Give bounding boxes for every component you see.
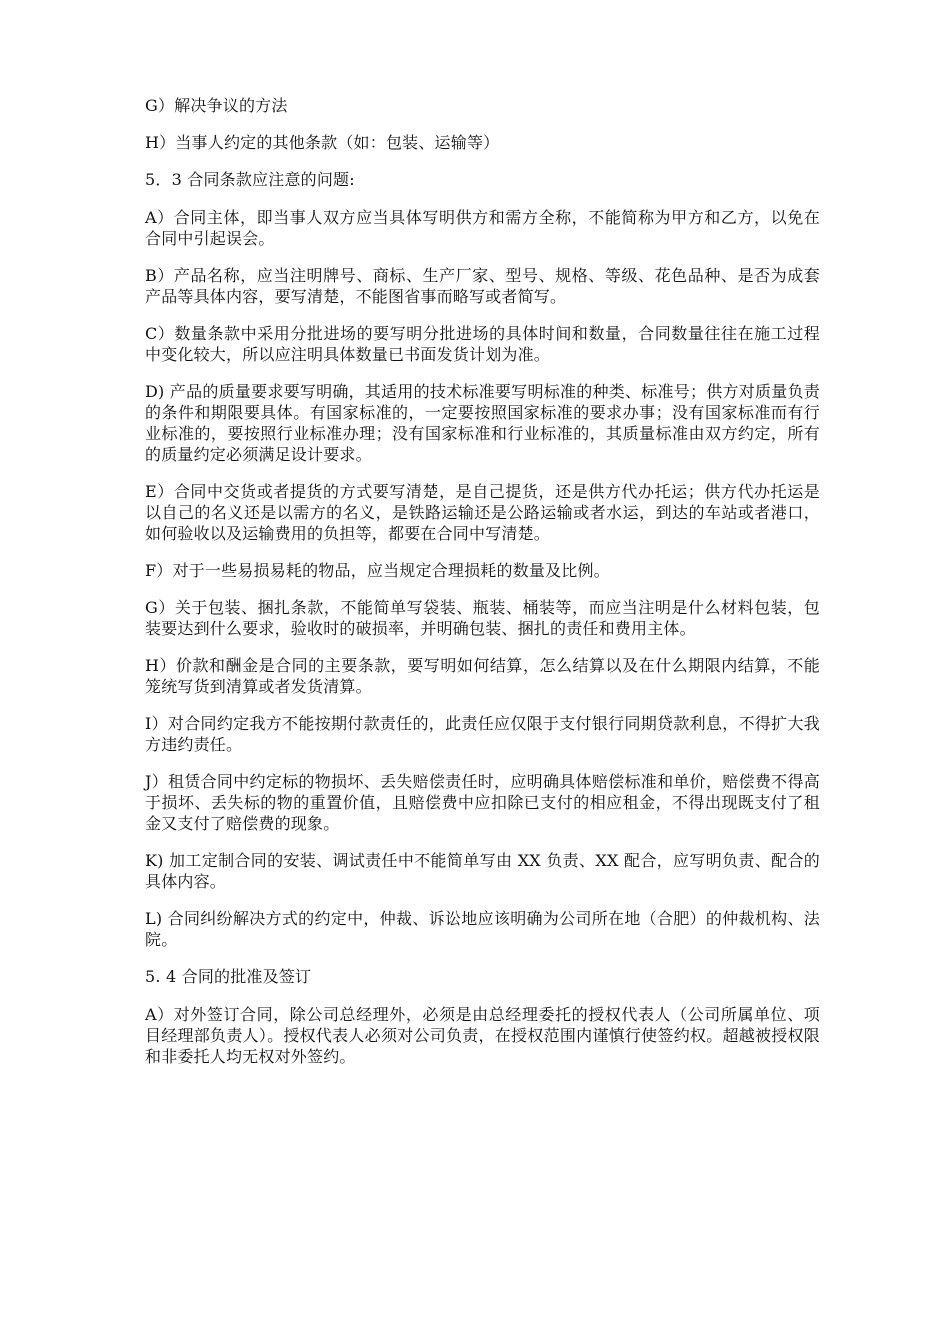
paragraph-price-settlement: H）价款和酬金是合同的主要条款，要写明如何结算，怎么结算以及在什么期限内结算，不能笼统写货到清算或者发货清算。 — [145, 656, 820, 696]
paragraph-contract-subject: A）合同主体，即当事人双方应当具体写明供方和需方全称，不能简称为甲方和乙方，以免在合同中引起误会。 — [145, 208, 820, 248]
paragraph-delivery-method: E）合同中交货或者提货的方式要写清楚，是自己提货，还是供方代办托运；供方代办托运是以自己的名义还是以需方的名义，是铁路运输还是公路运输或者水运，到达的车站或者港口，如何验收以及运输费用的负担等，都要在合同中写清楚。 — [145, 482, 820, 543]
paragraph-signing-authority: A）对外签订合同，除公司总经理外，必须是由总经理委托的授权代表人（公司所属单位、项目经理部负责人）。授权代表人必须对公司负责，在授权范围内谨慎行使签约权。超越被授权限和非委托人均无权对外签约。 — [145, 1005, 820, 1066]
paragraph-loss-items: F）对于一些易损易耗的物品，应当规定合理损耗的数量及比例。 — [145, 561, 610, 580]
section-heading-5-4: 5. 4 合同的批准及签订 — [145, 967, 312, 986]
paragraph-lease-compensation: J）租赁合同中约定标的物损坏、丢失赔偿责任时，应明确具体赔偿标准和单价，赔偿费不得高于损坏、丢失标的物的重置价值，且赔偿费中应扣除已支付的相应租金，不得出现既支付了租金又支付了赔偿费的现象。 — [145, 772, 820, 833]
paragraph-dispute-venue: L) 合同纠纷解决方式的约定中，仲裁、诉讼地应该明确为公司所在地（合肥）的仲裁机构、法院。 — [145, 909, 820, 949]
paragraph-other-terms: H）当事人约定的其他条款（如：包装、运输等） — [145, 133, 500, 152]
section-heading-5-3: 5．3 合同条款应注意的问题: — [145, 170, 355, 189]
paragraph-payment-liability: I）对合同约定我方不能按期付款责任的，此责任应仅限于支付银行同期贷款利息，不得扩大我方违约责任。 — [145, 714, 820, 754]
paragraph-product-name: B）产品名称，应当注明牌号、商标、生产厂家、型号、规格、等级、花色品种、是否为成套产品等具体内容，要写清楚，不能图省事而略写或者简写。 — [145, 266, 820, 306]
paragraph-quantity-terms: C）数量条款中采用分批进场的要写明分批进场的具体时间和数量，合同数量往往在施工过程中变化较大，所以应注明具体数量已书面发货计划为准。 — [145, 324, 820, 364]
paragraph-quality-requirements: D) 产品的质量要求要写明确，其适用的技术标准要写明标准的种类、标准号；供方对质量负责的条件和期限要具体。有国家标准的，一定要按照国家标准的要求办事；没有国家标准而有行业标准的，要按照行业标准办理；没有国家标准和行业标准的，其质量标准由双方约定，所有的质量约定必须满足设计要求。 — [145, 382, 820, 464]
paragraph-packaging-terms: G）关于包装、捆扎条款，不能简单写袋装、瓶装、桶装等，而应当注明是什么材料包装，包装要达到什么要求，验收时的破损率，并明确包装、捆扎的责任和费用主体。 — [145, 598, 820, 638]
paragraph-dispute-method: G）解决争议的方法 — [145, 96, 288, 115]
paragraph-installation-responsibility: K) 加工定制合同的安装、调试责任中不能简单写由 XX 负责、XX 配合，应写明负责、配合的具体内容。 — [145, 851, 820, 891]
